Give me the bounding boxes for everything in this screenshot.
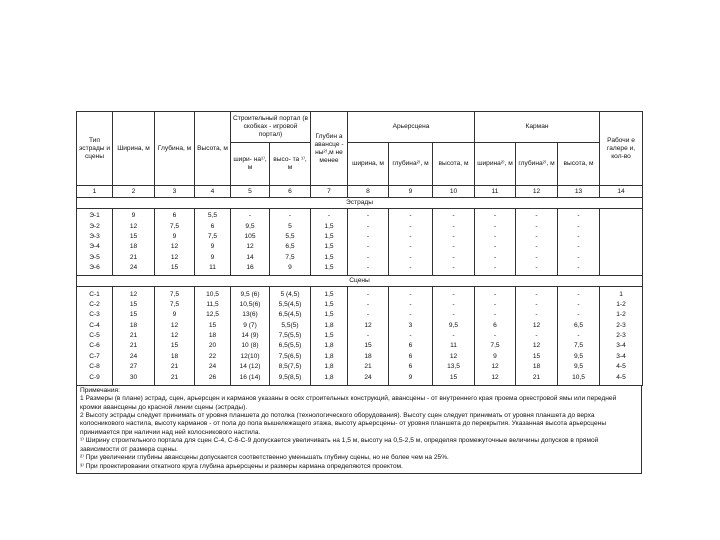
table-cell: - [433,209,475,222]
table-cell: - [389,310,433,320]
table-cell: 16 [231,263,270,276]
table-cell: 1,5 [311,253,348,263]
table-cell: 5,5 [270,232,311,242]
table-cell: - [475,232,516,242]
table-cell: - [558,287,600,300]
table-cell: 6 [195,221,231,231]
table-cell: 5,5(4,5) [270,300,311,310]
table-cell: - [433,242,475,252]
table-row [77,321,643,331]
column-number: 3 [155,186,195,198]
table-cell: 24 [348,372,389,385]
table-cell: 30 [113,372,155,385]
table-cell: 15 [155,341,195,351]
footnote-1: ¹⁾ Ширину строительного портала для сцен С-4, С-6-С-9 допускается увеличивать на 1,5 м, высоту на 0,5-2,5 м, определяя промежуточные величины допусков в прямой зависимости от размера сцены. [80,437,599,453]
table-cell: 6 [389,341,433,351]
table-cell: 1,8 [311,352,348,362]
table-cell: 9,5 [433,321,475,331]
table-cell: 15 [113,232,155,242]
table-cell: - [516,232,558,242]
table-cell: 1,8 [311,341,348,351]
header-portal-width: шири- на¹⁾, м [231,143,270,186]
table-cell: 21 [113,253,155,263]
section-row-sceny [77,276,643,287]
table-cell: - [516,253,558,263]
table-row [77,352,643,362]
table-cell: 1,5 [311,310,348,320]
table-cell: 9 [113,209,155,222]
table-cell: Э-2 [77,221,113,231]
table-cell: 15 [155,263,195,276]
header-pocket-height: высота, м [558,143,600,186]
table-cell: 24 [113,263,155,276]
table-cell: - [348,221,389,231]
table-cell: - [433,300,475,310]
table-cell: 6 [389,352,433,362]
table-cell: - [389,287,433,300]
table-cell: 1,8 [311,362,348,372]
table-row [77,232,643,242]
header-backstage-width: ширина, м [348,143,389,186]
table-cell: 21 [348,362,389,372]
table-cell: - [516,263,558,276]
table-cell: - [475,242,516,252]
table-cell: 1,8 [311,321,348,331]
table-cell: Э-6 [77,263,113,276]
table-cell: 12 [113,287,155,300]
table-cell: 1,5 [311,242,348,252]
table-cell: Э-5 [77,253,113,263]
table-cell: 9 [195,242,231,252]
table-cell: 15 [348,341,389,351]
notes-block [76,386,642,474]
table-cell: С-1 [77,287,113,300]
table-cell: - [433,253,475,263]
table-row [77,263,643,276]
table-cell: 12 [155,242,195,252]
table-row [77,331,643,341]
table-cell: - [475,263,516,276]
table-row [77,372,643,385]
table-cell: 11 [433,341,475,351]
table-cell: 5,5 [195,209,231,222]
table-cell: 9,5 [231,221,270,231]
table-cell: - [558,209,600,222]
table-cell: 1,5 [311,331,348,341]
column-number: 2 [113,186,155,198]
table-cell: 12 [433,352,475,362]
table-cell: - [389,300,433,310]
table-cell: 3-4 [600,341,643,351]
table-cell: - [516,221,558,231]
table-cell: 7,5 [195,232,231,242]
column-number: 13 [558,186,600,198]
column-number: 9 [389,186,433,198]
table-cell: - [389,221,433,231]
table-cell: 12 [475,372,516,385]
table-cell: 1,5 [311,232,348,242]
table-cell: - [558,310,600,320]
table-cell: 9 [155,232,195,242]
table-cell: - [348,263,389,276]
table-cell: 7,5 [270,253,311,263]
table-cell: 2-3 [600,331,643,341]
table-cell: - [231,209,270,222]
table-cell: - [348,253,389,263]
table-row [77,242,643,252]
table-cell: 22 [195,352,231,362]
table-row [77,209,643,222]
table-cell: - [558,263,600,276]
table-cell: 9 [475,352,516,362]
column-number: 12 [516,186,558,198]
table-cell: 1 [600,287,643,300]
table-cell: - [433,221,475,231]
table-row [77,287,643,300]
header-height: Высота, м [195,112,231,186]
table-cell: - [389,242,433,252]
table-cell: 7,5 [155,300,195,310]
table-cell: 12,5 [195,310,231,320]
table-cell: 15 [516,352,558,362]
sceny-rows [77,287,643,386]
table-cell: - [348,242,389,252]
header-portal-height: высо- та ¹⁾, м [270,143,311,186]
table-cell: 12 [113,221,155,231]
table-cell: 12 [155,321,195,331]
table-cell: 12 [231,242,270,252]
table-cell: С-8 [77,362,113,372]
table-cell: 9 [270,263,311,276]
table-cell: 18 [155,352,195,362]
table-cell: 7,5(5,5) [270,331,311,341]
table-cell: - [516,242,558,252]
table-cell: - [558,232,600,242]
table-cell: 12 [516,341,558,351]
table-cell: С-4 [77,321,113,331]
table-cell: 9 [389,372,433,385]
table-cell: - [558,221,600,231]
table-cell: - [348,209,389,222]
table-cell: - [389,263,433,276]
table-cell: 24 [195,362,231,372]
estrady-rows [77,209,643,276]
note-2: 2 Высоту эстрады следует принимать от уровня планшета до потолка (технологического оборудования). Высоту сцен следует принимать от уровня планшета до верха колосникового настила, высоту карманов - от пола до пола вышележащего этажа, высоту арьерсцены- от уровня планшета до перекрытия. Указанная высота арьерсцены принимается при наличии над ней колосникового настила. [80,412,607,436]
header-backstage-depth: глубина²⁾, м [389,143,433,186]
table-cell: 16 (14) [231,372,270,385]
table-row [77,341,643,351]
table-cell: 15 [113,300,155,310]
footnote-2: ²⁾ При увеличении глубины авансцены допускается соответственно уменьшать глубину сцены, но не более чем на 25%. [80,454,449,462]
table-cell: 1,5 [311,300,348,310]
table-cell: 5,5(5) [270,321,311,331]
table-cell: 15 [113,310,155,320]
table-cell: 14 [231,253,270,263]
column-number: 6 [270,186,311,198]
table-cell: 6 [475,321,516,331]
table-cell: 6,5(5,5) [270,341,311,351]
table-cell: - [558,300,600,310]
table-cell: 11,5 [195,300,231,310]
table-cell: 10,5(6) [231,300,270,310]
table-cell: 20 [195,341,231,351]
table-cell: 6,5 [558,321,600,331]
table-cell: 13(6) [231,310,270,320]
table-cell: 3 [389,321,433,331]
table-cell: - [475,310,516,320]
table-cell: 18 [516,362,558,372]
column-number: 1 [77,186,113,198]
table-cell: - [516,310,558,320]
table-cell: С-9 [77,372,113,385]
header-pocket-width: ширина²⁾, м [475,143,516,186]
table-cell: - [475,300,516,310]
column-number: 8 [348,186,389,198]
table-cell: 21 [113,331,155,341]
table-row [77,300,643,310]
table-cell: - [558,331,600,341]
table-cell: 12 [155,331,195,341]
table-cell: 18 [195,331,231,341]
table-cell: - [433,263,475,276]
table-cell: - [516,287,558,300]
table-cell: 11 [195,263,231,276]
table-cell: 12 [155,253,195,263]
table-cell: 14 (12) [231,362,270,372]
table-cell: 4-5 [600,372,643,385]
table-cell: 3-4 [600,352,643,362]
table-cell: - [475,331,516,341]
table-cell: - [516,209,558,222]
column-number: 14 [600,186,643,198]
table-cell: 14 (9) [231,331,270,341]
table-cell: 18 [113,242,155,252]
column-number: 7 [311,186,348,198]
table-cell: 24 [113,352,155,362]
table-cell: 9 [155,310,195,320]
table-cell: - [311,209,348,222]
table-cell [600,221,643,231]
table-cell: - [475,221,516,231]
table-cell: - [475,253,516,263]
table-cell: 6 [389,362,433,372]
table-cell: 12 [516,321,558,331]
table-cell: С-6 [77,341,113,351]
table-cell: 9 (7) [231,321,270,331]
table-cell: - [558,242,600,252]
column-number: 4 [195,186,231,198]
table-cell [600,232,643,242]
table-cell: - [433,287,475,300]
header-pocket-group: Карман [475,112,600,143]
table-cell: 8,5(7,5) [270,362,311,372]
table-cell: 4-5 [600,362,643,372]
table-cell: - [389,331,433,341]
table-cell: С-3 [77,310,113,320]
table-cell: 21 [113,341,155,351]
table-cell: 1-2 [600,300,643,310]
table-cell: - [433,310,475,320]
table-cell: 10,5 [558,372,600,385]
header-portal-group: Строительный портал (в скобках - игровой портал) [231,112,311,143]
table-cell: 6,5(4,5) [270,310,311,320]
header-type: Тип эстрады и сцены [77,112,113,186]
table-cell [600,253,643,263]
header-backstage-group: Арьерсцена [348,112,475,143]
table-cell: 12(10) [231,352,270,362]
table-cell: 1-2 [600,310,643,320]
table-cell: - [270,209,311,222]
header-backstage-height: высота, м [433,143,475,186]
table-cell: 10 (8) [231,341,270,351]
table-cell: - [558,253,600,263]
table-cell: 1,8 [311,372,348,385]
stage-dimensions-table [76,111,643,386]
table-cell: - [389,253,433,263]
table-cell: - [516,331,558,341]
table-cell: 21 [516,372,558,385]
table-row [77,310,643,320]
table-cell: Э-1 [77,209,113,222]
table-cell: 9,5 [558,352,600,362]
table-cell: 1,5 [311,263,348,276]
table-cell: 2-3 [600,321,643,331]
specification-table-document [76,111,642,474]
table-cell: 9,5 [558,362,600,372]
section-title-estrady: Эстрады [77,198,643,209]
table-cell: 18 [113,321,155,331]
column-number-row [77,186,643,198]
column-number: 5 [231,186,270,198]
table-cell: - [516,300,558,310]
table-cell: 13,5 [433,362,475,372]
table-cell: 5 (4,5) [270,287,311,300]
header-galleries: Рабочи е галере и, кол-во [600,112,643,186]
table-cell: - [433,331,475,341]
table-cell: 7,5 [155,221,195,231]
table-cell: 18 [348,352,389,362]
table-cell: - [475,209,516,222]
table-cell: - [389,209,433,222]
column-number: 10 [433,186,475,198]
table-cell: - [348,287,389,300]
table-cell: 7,5(6,5) [270,352,311,362]
table-cell [600,242,643,252]
table-cell: 15 [195,321,231,331]
table-cell: 15 [433,372,475,385]
table-cell: 1,5 [311,287,348,300]
notes-title: Примечания: [80,386,120,394]
table-cell: 27 [113,362,155,372]
table-cell: 9,5 (6) [231,287,270,300]
table-cell: - [389,232,433,242]
table-cell: 10,5 [195,287,231,300]
table-cell: 9,5(8,5) [270,372,311,385]
section-row-estrady [77,198,643,209]
header-width: Ширина, м [113,112,155,186]
note-1: 1 Размеры (в плане) эстрад, сцен, арьерсцен и карманов указаны в осях строительных конструкций, авансцены - от внутреннего края проема оркестровой ямы или передней кромки авансцены до красной линии сцены (эстрады). [80,395,617,411]
table-row [77,221,643,231]
table-row [77,362,643,372]
table-row [77,253,643,263]
table-cell: 26 [195,372,231,385]
header-pocket-depth: глубина²⁾, м [516,143,558,186]
table-cell: 6,5 [270,242,311,252]
table-cell: - [433,232,475,242]
table-cell: - [348,232,389,242]
table-cell: 5 [270,221,311,231]
table-cell: 12 [348,321,389,331]
table-cell [600,209,643,222]
section-title-sceny: Сцены [77,276,643,287]
footnote-3: ³⁾ При проектировании откатного круга глубина арьерсцены и размеры кармана определяются проектом. [80,462,403,470]
table-cell: 7,5 [558,341,600,351]
table-cell: 9 [195,253,231,263]
table-cell: Э-3 [77,232,113,242]
table-cell: 21 [155,372,195,385]
table-cell [600,263,643,276]
table-cell: - [348,310,389,320]
header-proscenium-depth: Глубин а авансце - ны²⁾,м не менее [311,112,348,186]
header-depth: Глубина, м [155,112,195,186]
table-cell: С-2 [77,300,113,310]
column-number: 11 [475,186,516,198]
table-cell: 21 [155,362,195,372]
table-cell: - [348,300,389,310]
table-cell: 1,5 [311,221,348,231]
table-cell: - [475,287,516,300]
table-cell: - [348,331,389,341]
table-cell: 105 [231,232,270,242]
table-cell: 12 [475,362,516,372]
table-cell: С-5 [77,331,113,341]
table-cell: 6 [155,209,195,222]
table-cell: 7,5 [155,287,195,300]
table-cell: С-7 [77,352,113,362]
table-cell: Э-4 [77,242,113,252]
table-cell: 7,5 [475,341,516,351]
